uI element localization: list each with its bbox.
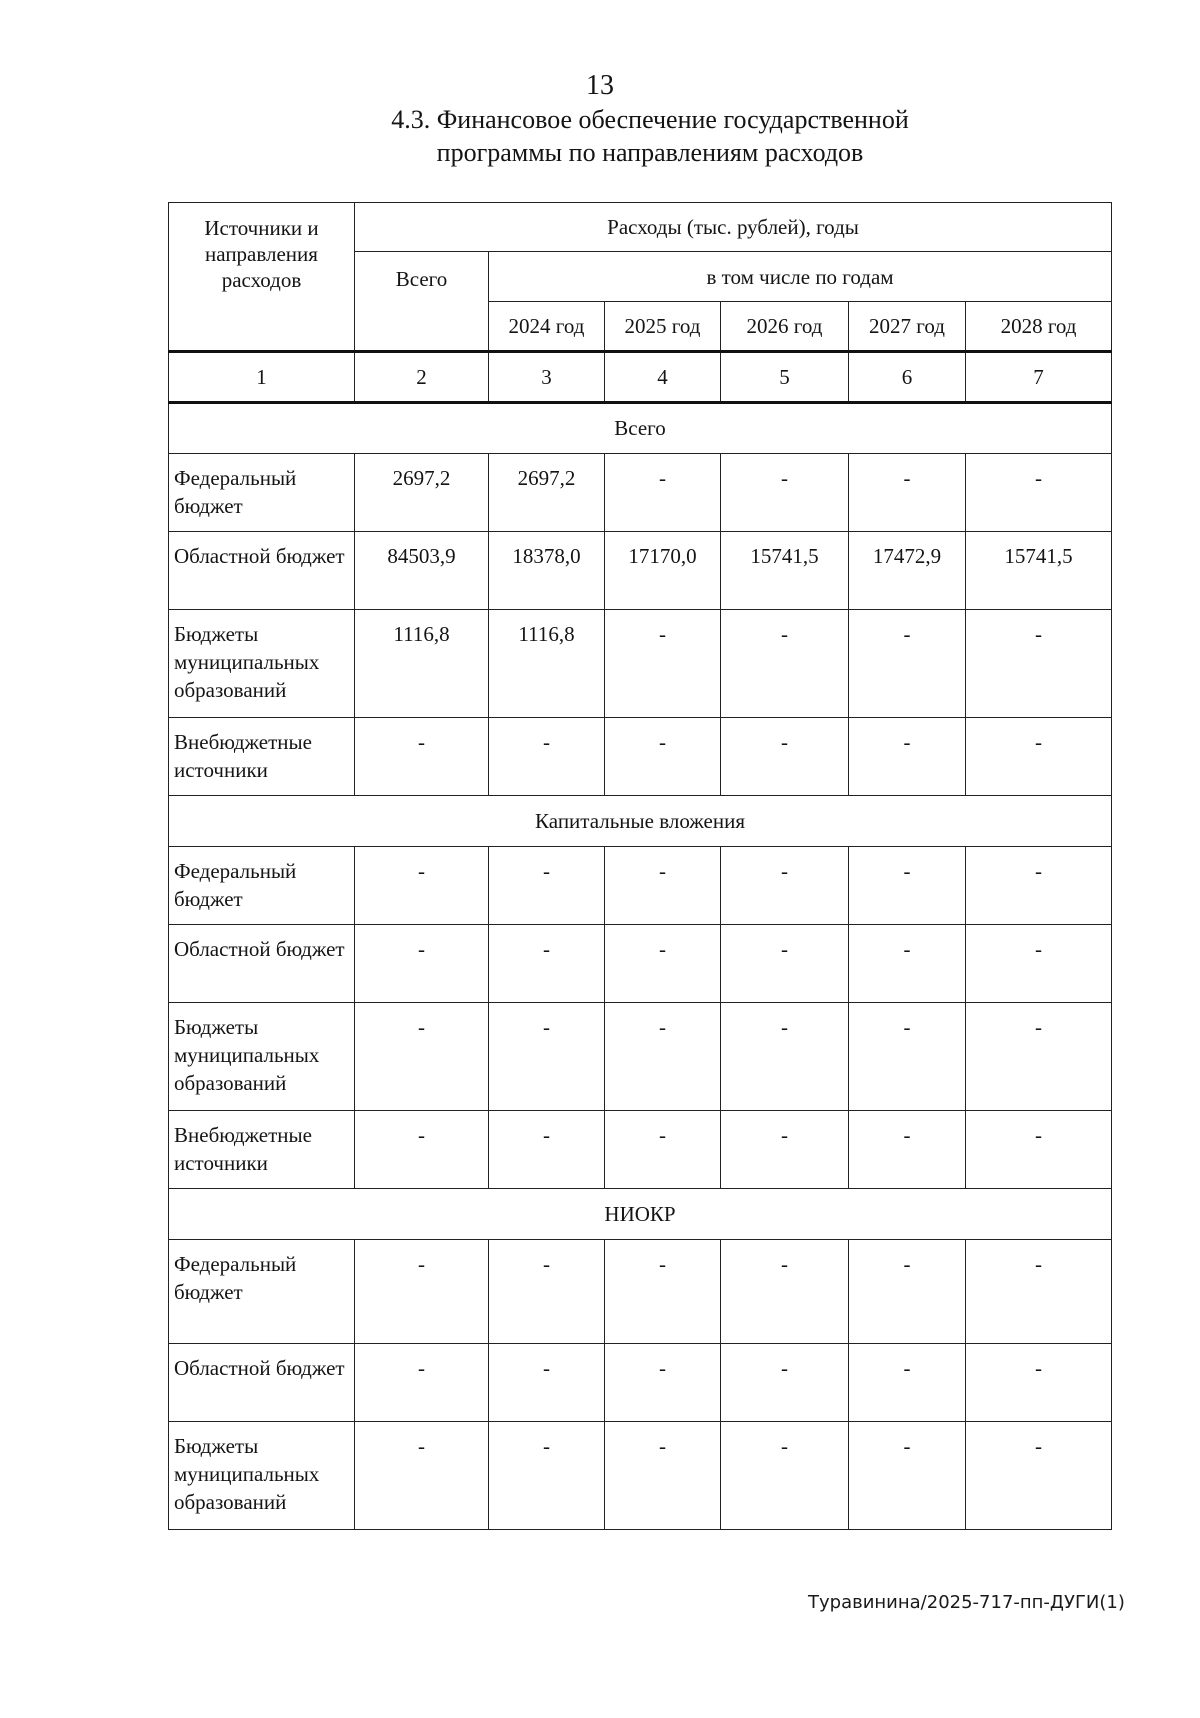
row-value: 18378,0 [489, 532, 605, 610]
column-number: 4 [605, 352, 721, 403]
header-year: 2024 год [489, 302, 605, 352]
row-value: - [605, 1344, 721, 1422]
row-label: Внебюджетные источники [169, 1111, 355, 1189]
column-number: 2 [355, 352, 489, 403]
row-value: - [849, 718, 966, 796]
row-value: - [355, 1240, 489, 1344]
row-value: - [355, 1344, 489, 1422]
row-value: - [605, 847, 721, 925]
row-value: - [966, 1422, 1112, 1530]
row-value: - [605, 925, 721, 1003]
row-value: - [721, 454, 849, 532]
row-value: - [849, 1003, 966, 1111]
row-value: - [605, 610, 721, 718]
column-number: 3 [489, 352, 605, 403]
row-value: - [966, 1003, 1112, 1111]
row-value: - [355, 847, 489, 925]
row-value: 84503,9 [355, 532, 489, 610]
row-value: - [721, 925, 849, 1003]
table-row [169, 925, 1112, 1003]
section-title: Капитальные вложения [169, 796, 1112, 847]
row-value: - [966, 1240, 1112, 1344]
row-value: - [721, 1003, 849, 1111]
row-value: - [721, 847, 849, 925]
table-row [169, 1422, 1112, 1530]
column-number: 6 [849, 352, 966, 403]
header-year: 2026 год [721, 302, 849, 352]
row-value: - [605, 454, 721, 532]
row-value: - [966, 610, 1112, 718]
document-title-line-2: программы по направлениям расходов [436, 138, 864, 167]
row-value: - [721, 610, 849, 718]
row-label: Внебюджетные источники [169, 718, 355, 796]
header-total: Всего [355, 252, 489, 352]
header-year: 2027 год [849, 302, 966, 352]
row-value: - [849, 1240, 966, 1344]
row-value: - [721, 1422, 849, 1530]
row-label: Бюджеты муниципальных образований [169, 1422, 355, 1530]
table-row [169, 1111, 1112, 1189]
row-label: Бюджеты муниципальных образований [169, 610, 355, 718]
section-title: Всего [169, 403, 1112, 454]
row-value: - [849, 454, 966, 532]
row-value: - [721, 1111, 849, 1189]
row-value: - [355, 925, 489, 1003]
row-value: - [489, 1422, 605, 1530]
row-value: - [489, 718, 605, 796]
row-value: - [605, 1240, 721, 1344]
row-value: - [605, 718, 721, 796]
header-year: 2025 год [605, 302, 721, 352]
header-including-by-years: в том числе по годам [489, 252, 1112, 302]
row-value: - [489, 1111, 605, 1189]
row-label: Бюджеты муниципальных образований [169, 1003, 355, 1111]
row-label: Федеральный бюджет [169, 1240, 355, 1344]
row-value: - [355, 1422, 489, 1530]
row-value: - [849, 1111, 966, 1189]
row-value: 17472,9 [849, 532, 966, 610]
page-number: 13 [586, 70, 614, 101]
row-value: - [489, 1003, 605, 1111]
section-header-row [169, 1189, 1112, 1240]
row-value: - [721, 1344, 849, 1422]
column-number: 7 [966, 352, 1112, 403]
row-value: - [355, 1003, 489, 1111]
document-title [0, 103, 1200, 169]
row-value: 2697,2 [489, 454, 605, 532]
row-value: - [966, 454, 1112, 532]
row-value: - [605, 1003, 721, 1111]
table-row [169, 1240, 1112, 1344]
row-value: - [489, 1240, 605, 1344]
section-title: НИОКР [169, 1189, 1112, 1240]
row-value: - [849, 1422, 966, 1530]
column-number: 1 [169, 352, 355, 403]
row-value: - [849, 610, 966, 718]
row-value: - [721, 718, 849, 796]
table-row [169, 454, 1112, 532]
row-value: - [966, 718, 1112, 796]
row-value: - [355, 718, 489, 796]
section-header-row [169, 403, 1112, 454]
row-label: Областной бюджет [169, 1344, 355, 1422]
row-value: 1116,8 [355, 610, 489, 718]
row-value: - [966, 925, 1112, 1003]
row-value: - [721, 1240, 849, 1344]
row-value: - [489, 847, 605, 925]
row-value: - [966, 847, 1112, 925]
table-row [169, 610, 1112, 718]
section-header-row [169, 796, 1112, 847]
row-value: - [489, 1344, 605, 1422]
header-sources: Источники и направления расходов [169, 203, 355, 352]
table-row [169, 532, 1112, 610]
header-year: 2028 год [966, 302, 1112, 352]
table-row [169, 1003, 1112, 1111]
row-value: 17170,0 [605, 532, 721, 610]
row-label: Областной бюджет [169, 925, 355, 1003]
row-value: - [849, 925, 966, 1003]
row-label: Федеральный бюджет [169, 847, 355, 925]
row-label: Федеральный бюджет [169, 454, 355, 532]
column-number: 5 [721, 352, 849, 403]
row-value: - [849, 1344, 966, 1422]
row-value: 15741,5 [721, 532, 849, 610]
table-row [169, 1344, 1112, 1422]
row-value: - [966, 1111, 1112, 1189]
row-value: 15741,5 [966, 532, 1112, 610]
row-value: - [966, 1344, 1112, 1422]
header-expenses: Расходы (тыс. рублей), годы [355, 203, 1112, 252]
row-value: - [355, 1111, 489, 1189]
table-row [169, 847, 1112, 925]
row-value: 2697,2 [355, 454, 489, 532]
row-value: 1116,8 [489, 610, 605, 718]
column-numbers-row [169, 352, 1112, 403]
row-value: - [605, 1422, 721, 1530]
row-value: - [849, 847, 966, 925]
table-row [169, 718, 1112, 796]
document-footer-code: Туравинина/2025-717-пп-ДУГИ(1) [808, 1592, 1125, 1613]
financing-table [168, 202, 1112, 1530]
row-value: - [489, 925, 605, 1003]
row-label: Областной бюджет [169, 532, 355, 610]
row-value: - [605, 1111, 721, 1189]
document-title-line-1: 4.3. Финансовое обеспечение государственной [391, 105, 909, 134]
